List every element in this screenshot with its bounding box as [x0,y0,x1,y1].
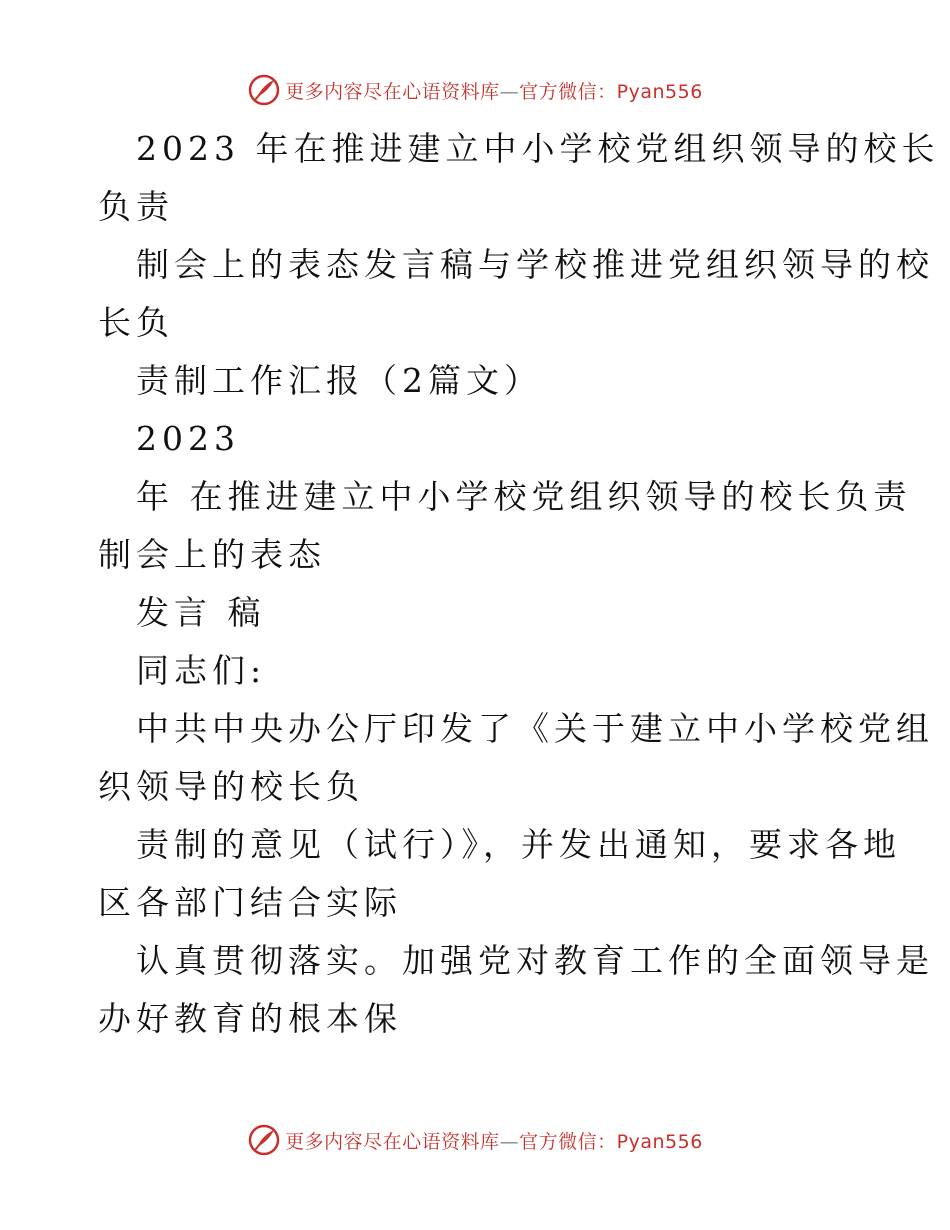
watermark-separator: — [499,80,520,103]
footer-watermark-banner [0,1120,950,1160]
document-line: 责制的意见（试行）》，并发出通知，要求各地 [136,825,901,864]
watermark-main-text: 更多内容尽在心语资料库 [285,80,500,103]
document-line: 中共中央办公厅印发了《关于建立中小学校党组 [136,709,934,748]
document-line: 同志们: [136,651,267,690]
watermark-main-text: 更多内容尽在心语资料库 [285,1130,500,1153]
document-line: 制会上的表态发言稿与学校推进党组织领导的校 [136,245,934,284]
document-line: 认真贯彻落实。加强党对教育工作的全面领导是 [136,941,934,980]
watermark-separator: — [499,1130,520,1153]
document-line: 2023 年在推进建立中小学校党组织领导的校长 [136,129,940,168]
document-body [98,120,940,1048]
document-line: 2023 [136,419,240,458]
header-watermark-banner [0,70,950,110]
document-line: 年 在推进建立中小学校党组织领导的校长负责 [136,477,912,516]
feather-pen-logo-icon [247,73,281,107]
document-line: 负责 [98,187,174,226]
document-line: 区各部门结合实际 [98,883,402,922]
document-line: 制会上的表态 [98,535,326,574]
document-line: 责制工作汇报（2篇文） [136,361,542,400]
document-line: 发言 稿 [136,593,266,632]
watermark-contact-text: 官方微信：Pyan556 [519,80,703,103]
document-line: 办好教育的根本保 [98,999,402,1038]
watermark-text [285,1127,703,1154]
watermark-contact-text: 官方微信：Pyan556 [519,1130,703,1153]
document-line: 织领导的校长负 [98,767,364,806]
document-line: 长负 [98,303,174,342]
watermark-text [285,77,703,104]
feather-pen-logo-icon [247,1123,281,1157]
